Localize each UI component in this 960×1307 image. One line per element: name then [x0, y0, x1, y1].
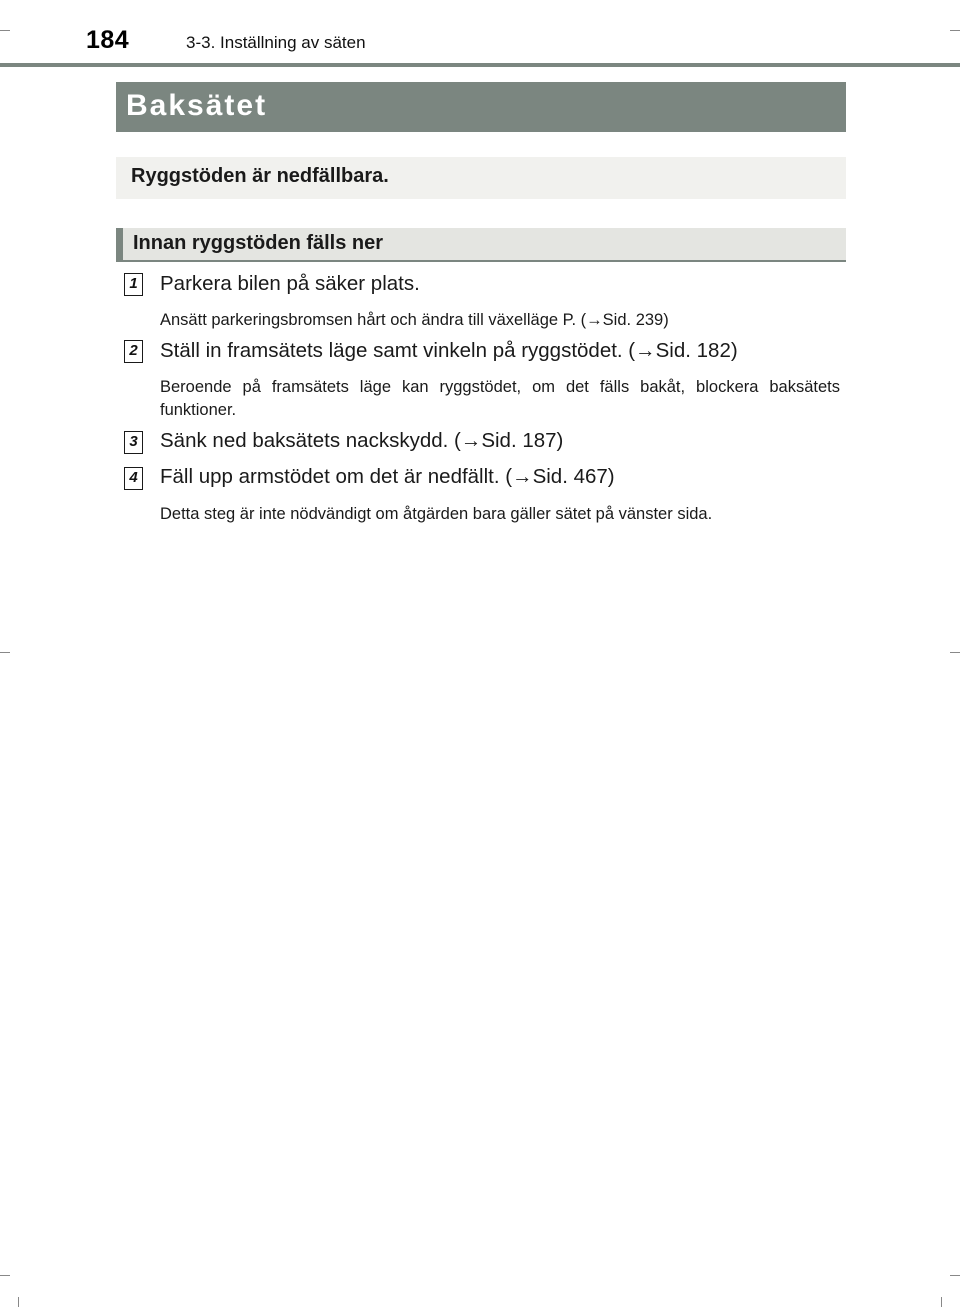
title-banner — [116, 82, 846, 132]
summary-text: Ryggstöden är nedfällbara. — [131, 165, 389, 187]
crop-mark — [18, 1297, 19, 1307]
crop-mark — [0, 652, 10, 653]
step-note: Beroende på framsätets läge kan ryggstödet, om det fälls bakåt, blockera baksätets funktioner. — [160, 378, 840, 419]
step-note: Ansätt parkeringsbromsen hårt och ändra till växelläge P. (→Sid. 239) — [160, 311, 669, 329]
step-number-badge: 1 — [124, 273, 143, 296]
subheading-accent — [116, 228, 123, 260]
step-text: Ställ in framsätets läge samt vinkeln på ryggstödet. (→Sid. 182) — [160, 339, 738, 362]
crop-mark — [950, 652, 960, 653]
crop-mark — [941, 1297, 942, 1307]
page-header — [0, 0, 960, 68]
section-title: 3-3. Inställning av säten — [186, 33, 366, 52]
step-number-badge: 2 — [124, 340, 143, 363]
subheading-bar — [116, 228, 846, 262]
step-text: Sänk ned baksätets nackskydd. (→Sid. 187) — [160, 429, 564, 452]
header-divider — [0, 63, 960, 67]
crop-mark — [0, 1275, 10, 1276]
crop-mark — [950, 1275, 960, 1276]
step-number-badge: 4 — [124, 467, 143, 490]
step-text: Fäll upp armstödet om det är nedfällt. (→Sid. 467) — [160, 465, 615, 488]
step-text: Parkera bilen på säker plats. — [160, 272, 420, 295]
subheading-text: Innan ryggstöden fälls ner — [133, 232, 384, 254]
step-number-badge: 3 — [124, 431, 143, 454]
summary-box — [116, 157, 846, 199]
page-number: 184 — [86, 26, 130, 54]
step-note: Detta steg är inte nödvändigt om åtgärden bara gäller sätet på vänster sida. — [160, 505, 713, 523]
page-title: Baksätet — [126, 89, 268, 122]
